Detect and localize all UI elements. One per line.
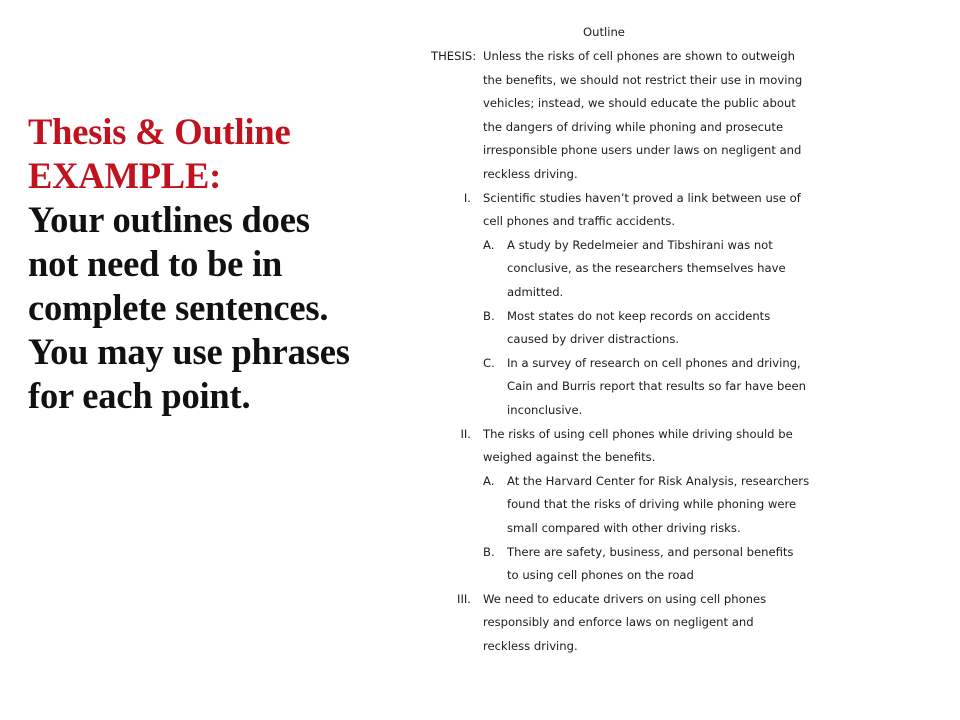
outline-item-marker: III. <box>457 591 471 606</box>
slide-title-line: Thesis & Outline <box>28 111 291 152</box>
outline-subitem-line: found that the risks of driving while phoning were <box>507 497 797 512</box>
outline-title: Outline <box>583 25 625 39</box>
thesis-line: vehicles; instead, we should educate the public about <box>483 96 796 111</box>
outline-subitem-line: caused by driver distractions. <box>507 332 680 347</box>
slide-body-line: Your outlines does <box>28 199 310 240</box>
outline-subitem-line: admitted. <box>507 284 564 299</box>
thesis-line: the benefits, we should not restrict their use in moving <box>483 72 803 87</box>
outline-item-marker: II. <box>460 426 471 441</box>
outline-item-marker: I. <box>463 190 471 205</box>
slide-body-line: not need to be in <box>28 243 283 284</box>
outline-subitem-line: In a survey of research on cell phones and driving, <box>507 355 801 370</box>
outline-subitem-line: Cain and Burris report that results so far have been <box>507 379 806 394</box>
outline-subitem-line: conclusive, as the researchers themselves have <box>507 261 786 276</box>
outline-item-line: The risks of using cell phones while driving should be <box>483 426 793 441</box>
slide-body-line: You may use phrases <box>28 331 350 372</box>
slide-body-line: for each point. <box>28 375 251 416</box>
thesis-statement <box>483 45 813 187</box>
outline-subitem-line: Most states do not keep records on accidents <box>507 308 771 323</box>
outline-item-line: weighed against the benefits. <box>483 450 656 465</box>
outline-subitem-marker: C. <box>483 355 495 370</box>
outline-subitem-marker: A. <box>483 473 495 488</box>
outline-subitem-marker: B. <box>483 308 495 323</box>
thesis-line: Unless the risks of cell phones are shown to outweigh <box>483 49 795 63</box>
outline-subitem-line: inconclusive. <box>507 402 583 417</box>
outline-item-line: responsibly and enforce laws on negligent and <box>483 615 754 630</box>
outline-subitem-line: At the Harvard Center for Risk Analysis, researchers <box>507 473 810 488</box>
slide-title-line: EXAMPLE: <box>28 155 222 196</box>
outline-subitem-marker: A. <box>483 237 495 252</box>
outline-item-line: Scientific studies haven’t proved a link between use of <box>483 190 801 205</box>
thesis-label: THESIS: <box>431 49 477 63</box>
thesis-line: reckless driving. <box>483 166 578 181</box>
outline-page <box>426 0 960 720</box>
outline-item-line: cell phones and traffic accidents. <box>483 214 676 229</box>
slide-heading-block <box>28 110 423 418</box>
outline-subitem-marker: B. <box>483 544 495 559</box>
slide-body-line: complete sentences. <box>28 287 329 328</box>
outline-item-line: reckless driving. <box>483 638 578 653</box>
outline-subitem-line: A study by Redelmeier and Tibshirani was not <box>507 237 773 252</box>
outline-subitem-line: There are safety, business, and personal benefits <box>507 544 794 559</box>
outline-subitem-line: to using cell phones on the road <box>507 568 694 583</box>
outline-item-line: We need to educate drivers on using cell phones <box>483 591 767 606</box>
outline-subitem-line: small compared with other driving risks. <box>507 520 741 535</box>
thesis-line: the dangers of driving while phoning and prosecute <box>483 119 784 134</box>
thesis-line: irresponsible phone users under laws on negligent and <box>483 143 802 158</box>
